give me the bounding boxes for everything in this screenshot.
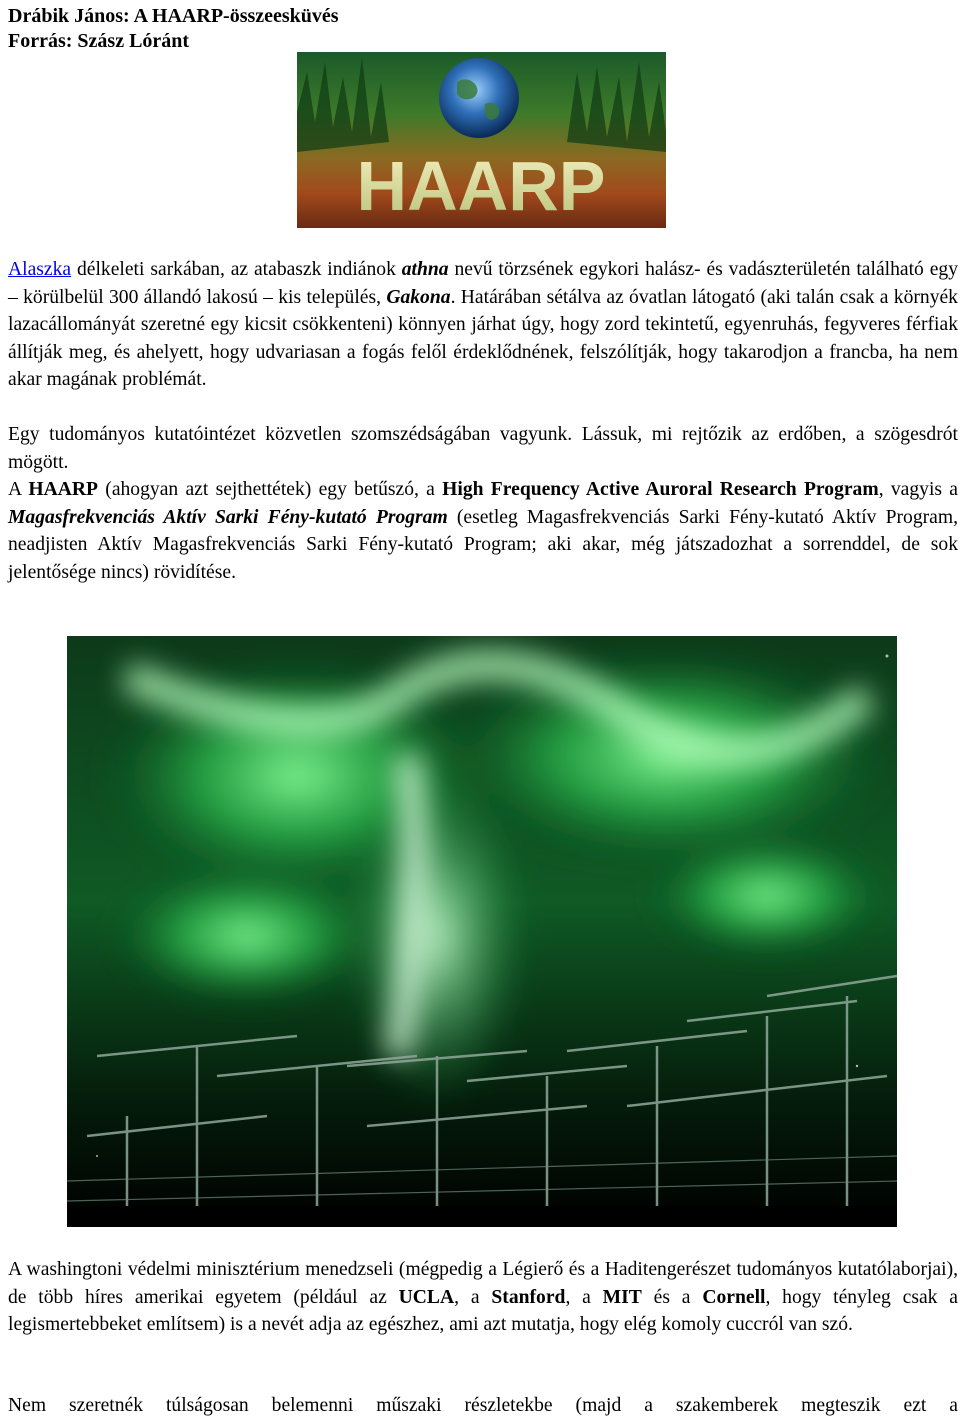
document-header xyxy=(8,4,339,54)
paragraph-technical-intro: Nem szeretnék túlságosan belemenni műszaki részletekbe (majd a szakemberek megteszik ezt a xyxy=(8,1395,958,1416)
mit-term: MIT xyxy=(602,1286,642,1308)
program-name-hu: Magasfrekvenciás Aktív Sarki Fény-kutató Program xyxy=(8,506,448,528)
ucla-term: UCLA xyxy=(398,1286,455,1308)
gakona-term: Gakona xyxy=(386,286,451,308)
document-source: Forrás: Szász Lóránt xyxy=(8,30,190,52)
paragraph-acronym: A HAARP (ahogyan azt sejthettétek) egy betűszó, a High Frequency Active Auroral Research Program, vagyis a Magasfrekvenciás Aktív Sarki Fény-kutató Program (esetleg Magasfrekvenciás Sarki Fény-kutató Aktív Program, neadjisten Aktív Magasfrekvenciás Sarki Fény-kutató Program; aki akar, még játszadozhat a sorrenddel, de sok jelentősége nincs) rövidítése. xyxy=(8,479,958,583)
cornell-term: Cornell xyxy=(702,1286,766,1308)
alaszka-link[interactable]: Alaszka xyxy=(8,259,72,280)
stanford-term: Stanford xyxy=(491,1286,566,1308)
paragraph-institute: Egy tudományos kutatóintézet közvetlen szomszédságában vagyunk. Lássuk, mi rejtőzik az erdőben, a szögesdrót mögött. xyxy=(8,424,958,473)
paragraph-management: A washingtoni védelmi minisztérium menedzseli (mégpedig a Légierő és a Haditengerészet tudományos kutatólaborjai), de több híres amerikai egyetem (például az UCLA, a Stanford, a MIT és a Cornell, hogy tényleg csak a legismertebbeket említsem) is a nevét adja az egészhez, ami azt mutatja, hogy elég komoly cuccról van szó. xyxy=(8,1259,958,1336)
haarp-term: HAARP xyxy=(28,479,99,500)
paragraph-intro: Alaszka délkeleti sarkában, az atabaszk indiánok athna nevű törzsének egykori halász- és vadászterületén található egy – körülbelül 300 állandó lakosú – kis település, Gakona. Határában sétálva az óvatlan látogató (aki talán csak a környék lazacállományát szeretné egy kicsit csökkenteni) könnyen járhat úgy, hogy zord tekintetű, egyenruhás, fegyveres férfiak állítják meg, és ahelyett, hogy udvariasan a fogás felől érdeklődnének, felszólítják, hogy takarodjon a francba, ha nem akar magának problémát. xyxy=(8,259,958,391)
athna-term: athna xyxy=(401,259,449,280)
document-title: Drábik János: A HAARP-összeesküvés xyxy=(8,5,339,27)
program-name-en: High Frequency Active Auroral Research Program xyxy=(442,479,879,500)
aurora-antenna-photo xyxy=(67,636,897,1227)
haarp-logo-image xyxy=(297,52,666,228)
svg-text:HAARP: HAARP xyxy=(356,147,606,225)
